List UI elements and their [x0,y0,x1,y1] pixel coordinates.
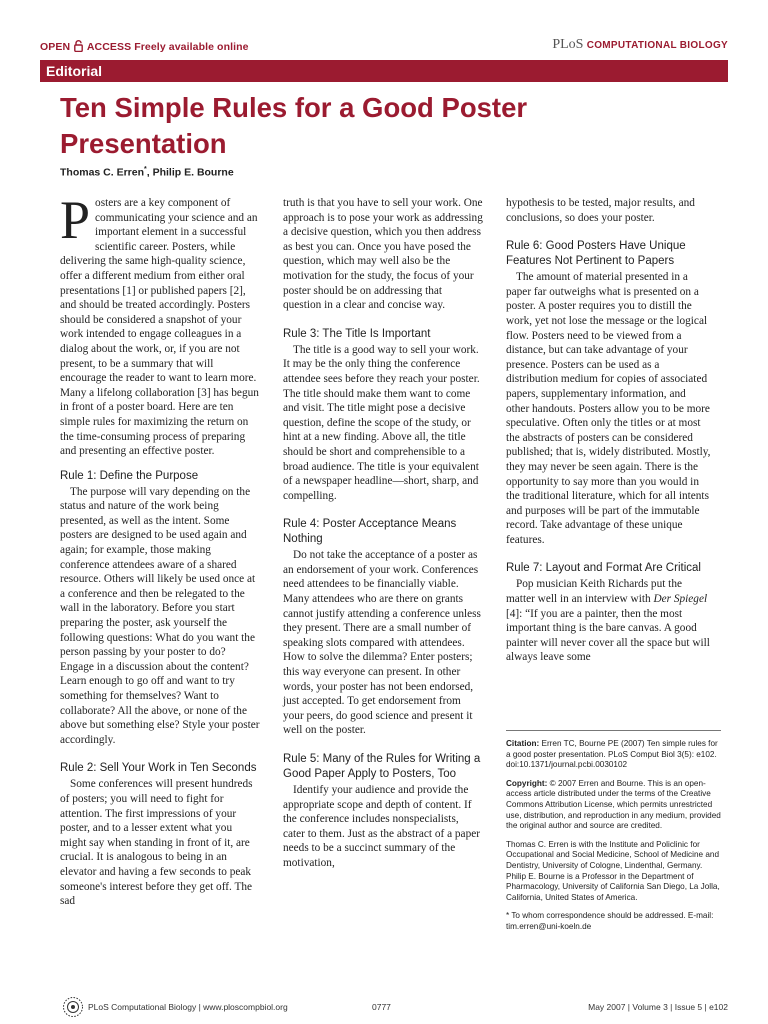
intro-paragraph: Posters are a key component of communicating your science and an important element in a successful scientific career. Posters, while delivering the same high-quality science, offer a different medium from either oral presentations [1] or published papers [2], and should be treated accordingly. Posters should be considered a snapshot of your work intended to engage colleagues in a dialog about the work, or, if you are not present, to be a summary that will encourage the reader to want to learn more. Many a lifelong collaboration [3] has begun in front of a poster board. Here are ten simple rules for maximizing the return on the time-consuming process of preparing and presenting an effective poster. [60,190,259,458]
rule-5-heading: Rule 5: Many of the Rules for Writing a Good Paper Apply to Posters, Too [283,753,481,780]
correspondence: * To whom correspondence should be addressed. E-mail: tim.erren@uni-koeln.de [506,911,714,931]
article-title: Ten Simple Rules for a Good Poster Presentation [60,92,528,159]
rule-2-heading: Rule 2: Sell Your Work in Ten Seconds [60,762,257,775]
rule-6-heading: Rule 6: Good Posters Have Unique Features Not Pertinent to Papers [506,240,686,268]
rule-1-heading: Rule 1: Define the Purpose [60,469,199,482]
open-lock-icon [74,40,83,52]
rule-1-text: The purpose will vary depending on the status and nature of the work being presented, as well as the intent. Some posters are designed to be used again and again; for example, those making conference attendees aware of a shared resource. Others will likely be used once at a conference and then be relegated to the wall in the laboratory. Before you start preparing the poster, ask yourself the following questions: What do you want the person passing by your poster to do? Engage in a discussion about the content? Learn enough to go off and want to try something for themselves? Want to collaborate? All the above, or none of the above but something else? Style your poster accordingly. [60,485,260,746]
journal-name: PLoS COMPUTATIONAL BIOLOGY [552,37,728,52]
page-footer [40,996,728,1020]
rule-5-continuation: hypothesis to be tested, major results, and conclusions, so does your poster. [506,197,695,224]
plos-logo-icon [62,996,84,1018]
rule-3-text: The title is a good way to sell your work. It may be the only thing the conference attendee sees before they reach your poster. The title should make them want to come and visit. The title might pose a decisive question, define the scope of the study, or hint at a new finding. Above all, the title should be short and comprehensible to a broad audience. The title is your equivalent of a newspaper headline—short, sharp, and compelling. [283,343,480,502]
issue-info: May 2007 | Volume 3 | Issue 5 | e102 [588,1002,728,1012]
text-column-3 [506,196,711,665]
text-column-2 [283,196,483,871]
rule-3-heading: Rule 3: The Title Is Important [283,327,431,340]
footer-journal: PLoS Computational Biology | www.ploscompbiol.org [88,1002,288,1012]
rule-2-continuation: truth is that you have to sell your work. One approach is to pose your work as addressing a decisive question, which you then address as best you can. Once you have posed the question, which may well also be the motivation for the study, the focus of your poster should be on addressing that question in a clear and concise way. [283,197,483,312]
rule-4-text: Do not take the acceptance of a poster as an endorsement of your work. Conferences need attendees to be financially viable. Many attendees who are there on grants cannot justify attending a conference unless they present. There are a small number of speaking slots compared with attendees. How to solve the dilemma? Enter posters; this way everyone can present. In other words, your poster has not been endorsed, just accepted. To get endorsement from your peers, do good science and present it well on the poster. [283,549,481,737]
drop-cap: P [60,190,91,250]
copyright: Copyright: © 2007 Erren and Bourne. This is an open-access article distributed under the terms of the Creative Commons Attribution License, which permits unrestricted use, distribution, and reproduction in any medium, provided the original author and source are credited. [506,778,721,831]
rule-6-text: The amount of material presented in a paper far outweighs what is presented on a poster. A poster requires you to distill the work, yet not lose the message or the logical flow. Posters need to be viewed from a distance, but can take advantage of your presence. Posters can be used as a distribution medium for copies of associated papers, supplementary information, and other handouts. Posters allow you to be more speculative. Often only the titles or at most the abstracts of posters can be considered published; that is, widely distributed. Mostly, they may never be seen again. There is the opportunity to say more than you would in the traditional literature, which for all intents and purposes will be part of the immutable record. Take advantage of these unique features. [506,271,711,546]
section-label: Editorial [46,63,103,79]
rule-4-heading: Rule 4: Poster Acceptance Means Nothing [283,518,457,546]
author-affiliation: Thomas C. Erren is with the Institute and Policlinic for Occupational and Social Medicine, School of Medicine and Dentistry, University of Cologne, Lindenthal, Germany. Philip E. Bourne is a Professor in the Department of Pharmacology, University of California San Diego, La Jolla, California, United States of America. [506,839,720,902]
rule-5-text: Identify your audience and provide the appropriate scope and depth of content. If the conference includes nonspecialists, cater to them. Just as the abstract of a paper needs to be a succinct summary of the motivation, [283,784,480,869]
page-number: 0777 [372,1002,391,1012]
citation: Citation: Erren TC, Bourne PE (2007) Ten simple rules for a good poster presentation. PLoS Comput Biol 3(5): e102. doi:10.1371/journal.pcbi.0030102 [506,739,718,770]
text-column-1 [60,190,260,909]
rule-2-text: Some conferences will present hundreds of posters; you will need to fight for attention. The first impressions of your poster, and to a lesser extent what you might say when standing in front of it, are crucial. It is analogous to being in an elevator and having a few seconds to peak someone's interest before they get off. The sad [60,778,253,908]
rule-7-heading: Rule 7: Layout and Format Are Critical [506,562,701,575]
open-access-badge: OPEN ACCESS Freely available online [40,41,249,53]
author-line: Thomas C. Erren*, Philip E. Bourne [60,166,234,179]
rule-7-text: Pop musician Keith Richards put the matter well in an interview with Der Spiegel [4]: “If you are a painter, then the most important thing is the bare canvas. A good painter will never cover all the space but will always leave some [506,578,710,664]
journal-header [40,36,728,58]
section-band [40,62,728,82]
article-info-box [506,730,721,941]
